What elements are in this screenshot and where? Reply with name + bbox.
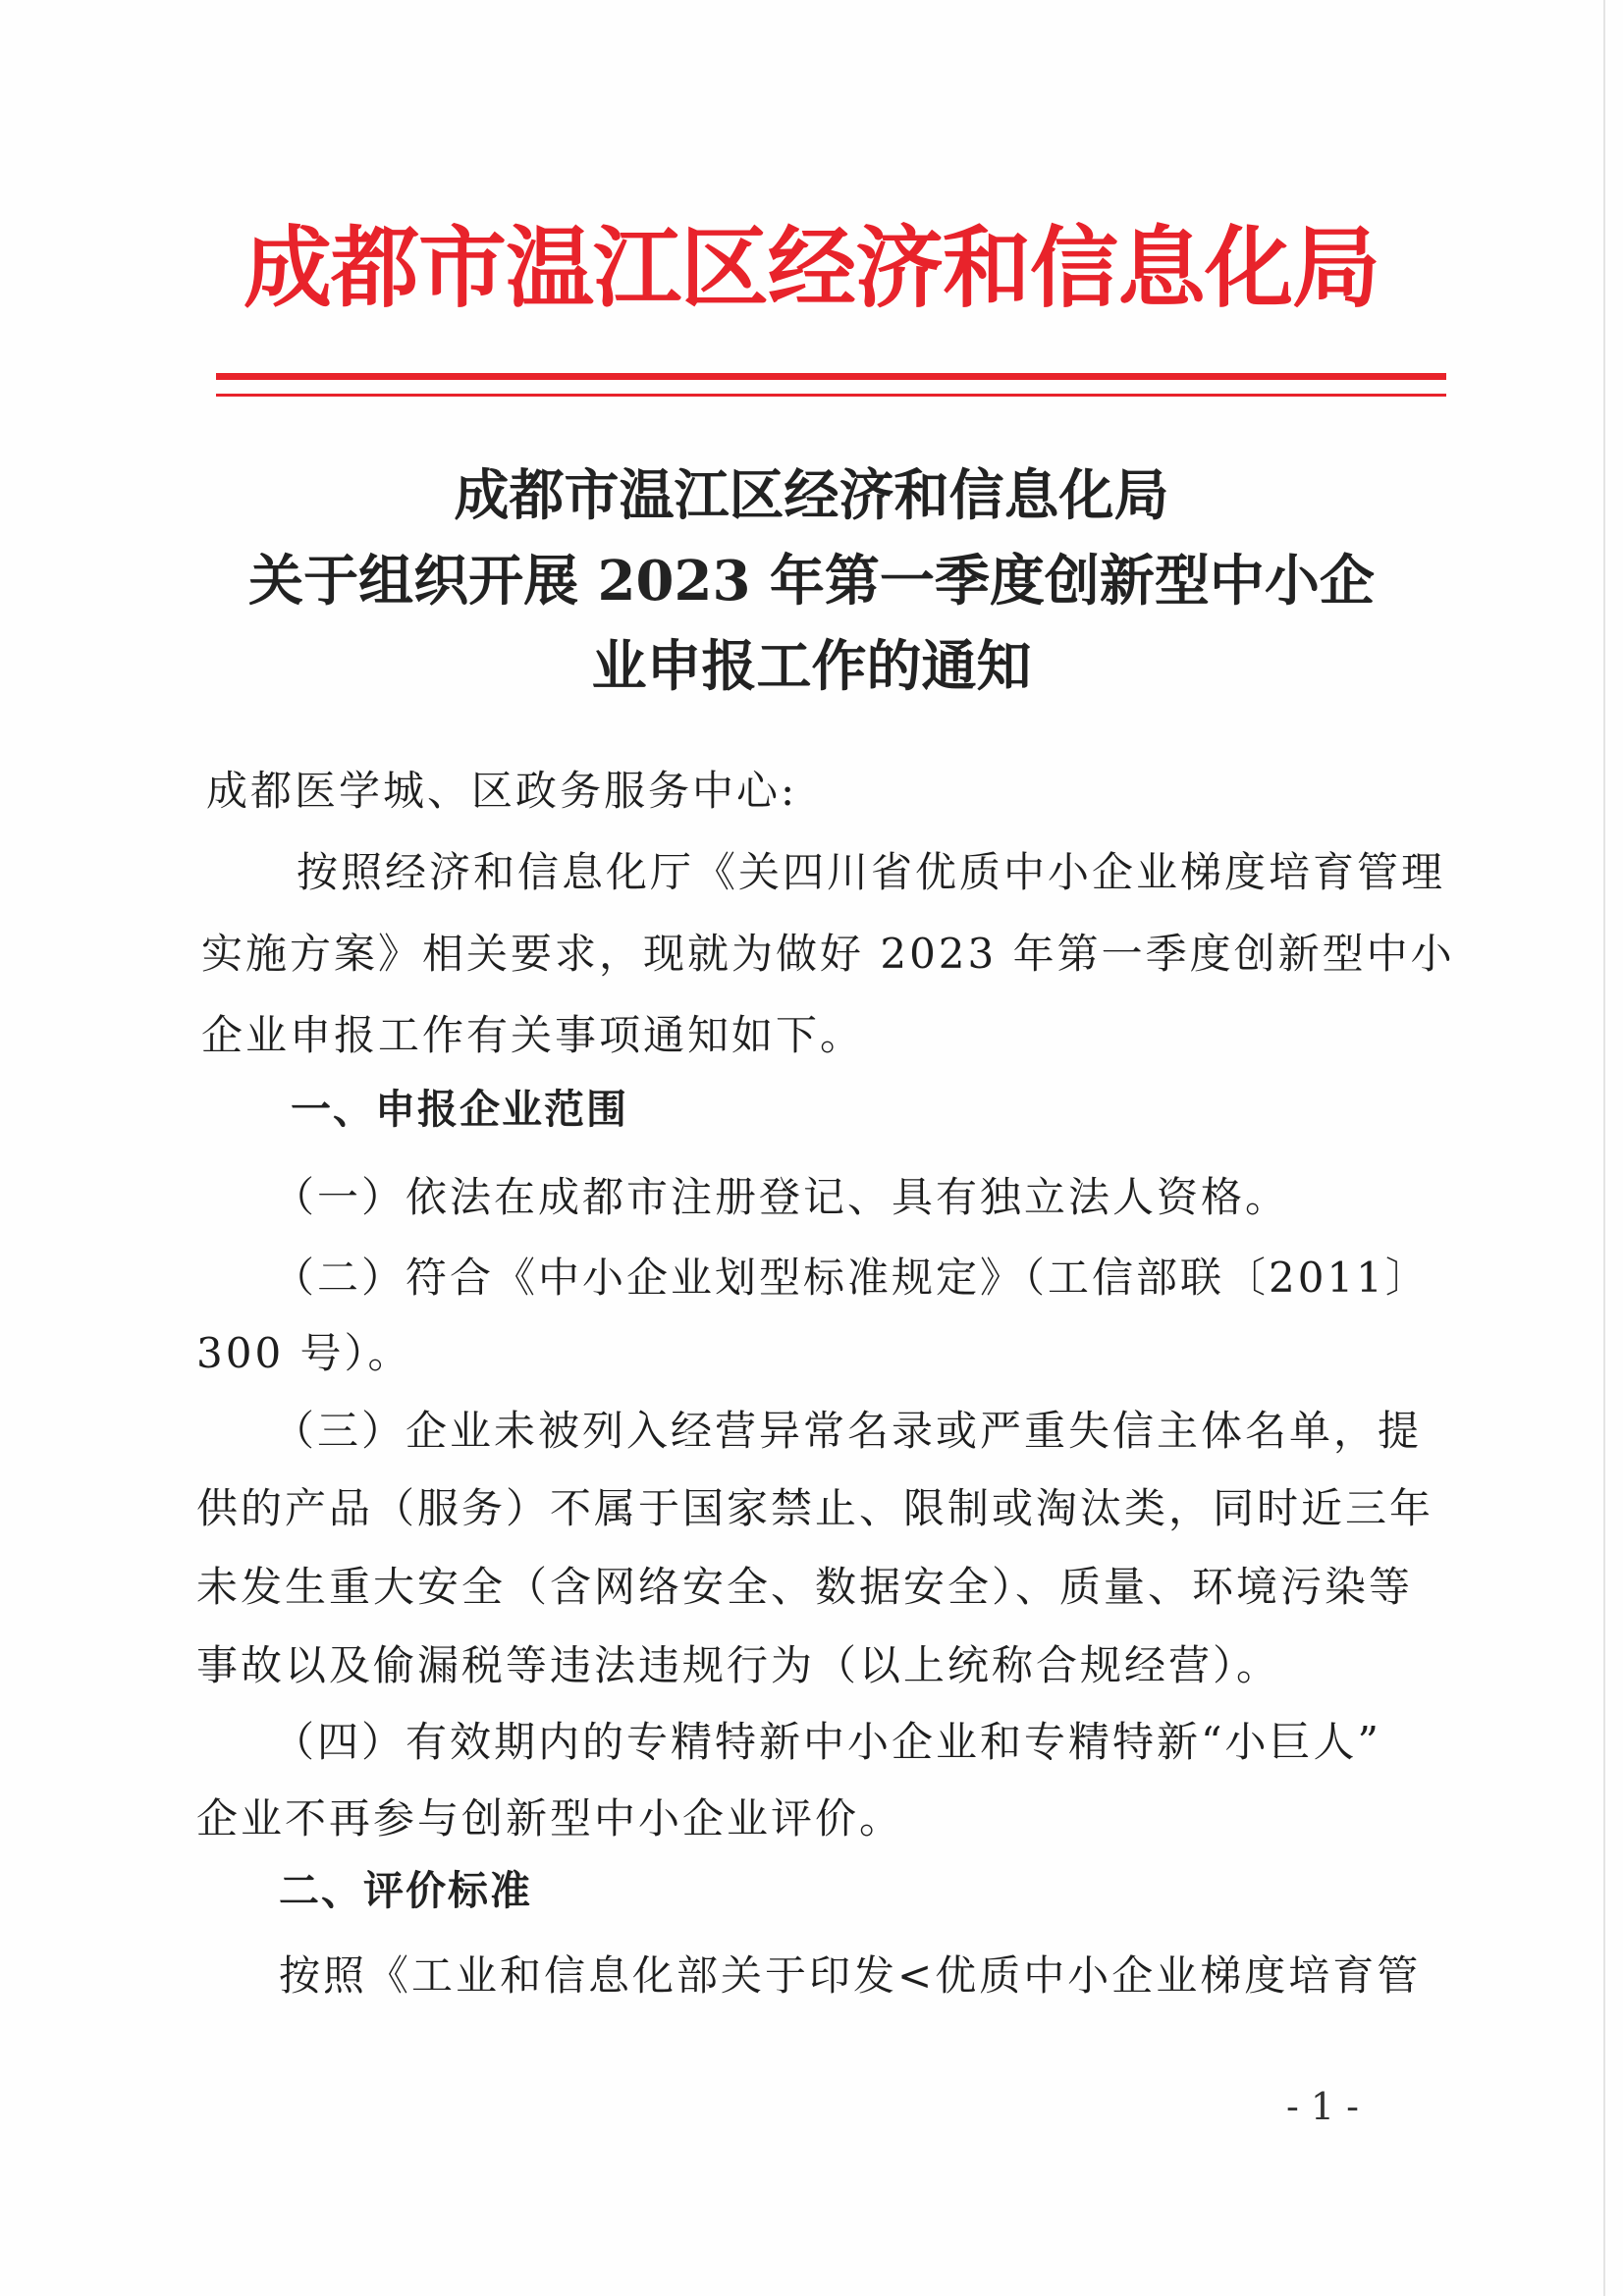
section-1-item-2-line-1: （二）符合《中小企业划型标准规定》（工信部联〔2011〕 — [273, 1254, 1430, 1302]
scan-edge — [1603, 0, 1605, 2296]
title-line-1: 成都市温江区经济和信息化局 — [454, 463, 1169, 528]
section-1-item-4-line-2: 企业不再参与创新型中小企业评价。 — [196, 1794, 904, 1842]
letterhead-rule-thin — [216, 394, 1446, 397]
document-title — [147, 454, 1476, 710]
title-line-3: 业申报工作的通知 — [591, 634, 1032, 699]
section-1-item-3-line-2: 供的产品（服务）不属于国家禁止、限制或淘汰类，同时近三年 — [196, 1484, 1434, 1532]
letterhead-rule-thick — [216, 373, 1446, 380]
section-1-item-3-line-4: 事故以及偷漏税等违法违规行为（以上统称合规经营）。 — [196, 1641, 1281, 1689]
section-1-item-4-line-1: （四）有效期内的专精特新中小企业和专精特新“小巨人” — [273, 1718, 1381, 1766]
addressee: 成都医学城、区政务服务中心: — [206, 767, 798, 815]
section-2-heading: 二、评价标准 — [279, 1867, 532, 1914]
title-line-2: 关于组织开展 2023 年第一季度创新型中小企 — [248, 549, 1375, 614]
intro-line-2: 实施方案》相关要求，现就为做好 2023 年第一季度创新型中小 — [201, 930, 1455, 978]
letterhead-org-name: 成都市温江区经济和信息化局 — [243, 216, 1380, 320]
intro-line-3: 企业申报工作有关事项通知如下。 — [201, 1011, 865, 1059]
section-1-item-1: （一）依法在成都市注册登记、具有独立法人资格。 — [273, 1173, 1290, 1221]
section-1-item-3-line-1: （三）企业未被列入经营异常名录或严重失信主体名单，提 — [273, 1407, 1423, 1455]
section-1-heading: 一、申报企业范围 — [291, 1086, 628, 1133]
section-1-item-2-line-2: 300 号）。 — [196, 1329, 412, 1377]
intro-line-1: 按照经济和信息化厅《关四川省优质中小企业梯度培育管理 — [297, 848, 1446, 896]
section-1-item-3-line-3: 未发生重大安全（含网络安全、数据安全）、质量、环境污染等 — [196, 1563, 1414, 1611]
section-2-line-1: 按照《工业和信息化部关于印发<优质中小企业梯度培育管 — [279, 1951, 1422, 2000]
page-number: - 1 - — [1286, 2085, 1360, 2128]
